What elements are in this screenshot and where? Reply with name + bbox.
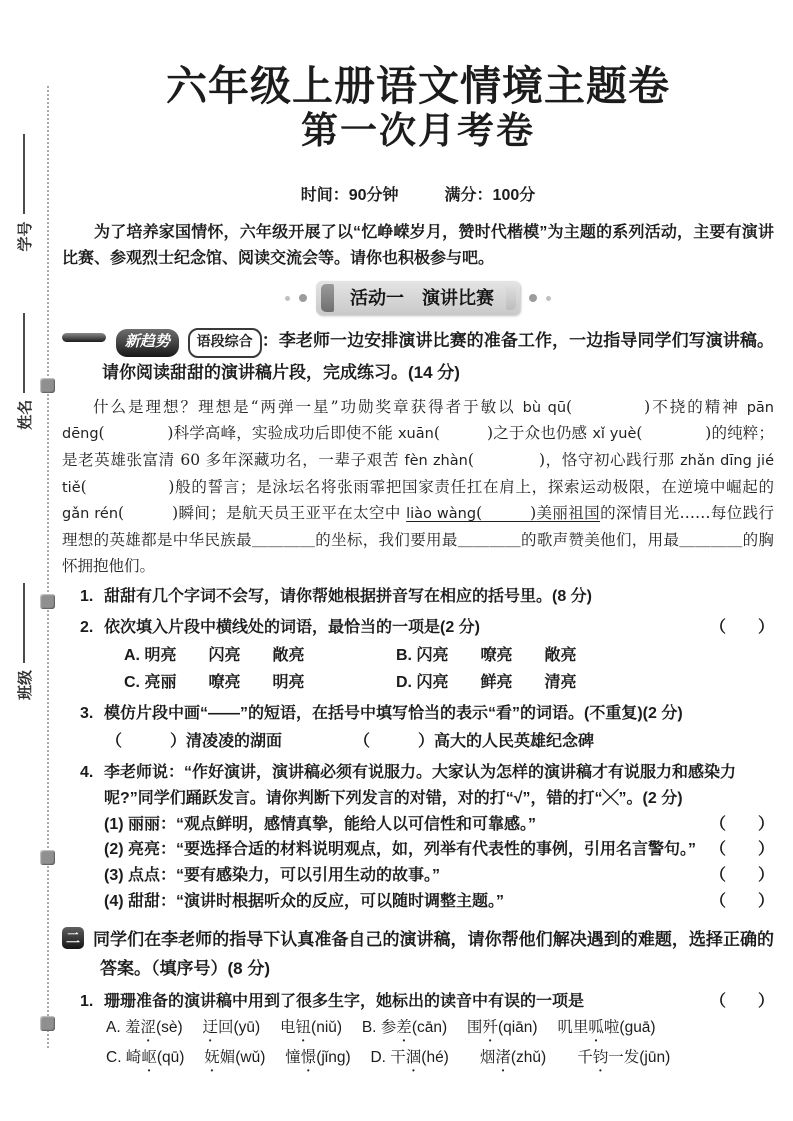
deco-dot-icon [529, 294, 537, 302]
question-number: 4. [80, 763, 94, 781]
question-number: 3. [80, 705, 94, 723]
name-field [14, 313, 35, 430]
item-text: 亮亮：“要选择合适的材料说明观点，如，列举有代表性的事例，引用名言警句。” [128, 841, 697, 859]
activity-banner-label: 活动一 演讲比赛 [350, 288, 494, 309]
item-text: 点点：“要有感染力，可以引用生动的故事。” [128, 866, 441, 884]
student-number-blank-line [23, 134, 25, 214]
answer-bracket: （ ） [709, 892, 774, 910]
question-4 [62, 760, 774, 914]
student-number-label: 学号 [16, 221, 34, 252]
question-3 [62, 701, 774, 755]
activity-banner-row [62, 281, 774, 315]
item-label: (4) [104, 892, 124, 910]
trend-badge: 新趋势 [116, 329, 179, 357]
question-2 [62, 615, 774, 696]
full-score: 满分：100分 [444, 187, 536, 205]
exam-meta [62, 182, 774, 205]
topic-badge: 语段综合 [188, 328, 262, 358]
s2-options-row-cd: C. 崎岖(qū) 妩媚(wǔ) 憧憬(jǐng) D. 干涸(hé) 烟渚(zhǔ) 千钧一发(jūn) [106, 1048, 671, 1066]
item-label: (3) [104, 866, 124, 884]
section-one-head [62, 326, 774, 387]
judge-item-2 [104, 837, 774, 863]
s2-options-row-ab: A. 羞涩(sè) 迂回(yū) 电钮(niǔ) B. 参差(cān) 围歼(qiān) 叽里呱啦(guā) [106, 1018, 656, 1036]
section-two-head [62, 926, 774, 984]
seal-stamp [40, 594, 55, 609]
class-label: 班级 [16, 669, 34, 700]
speech-passage: 什么是理想？理想是“两弹一星”功勋奖章获得者于敏以 bù qū( )不挠的精神 pān dēng( )科学高峰，实验成功后即使不能 xuān( )之于众也仍感 xǐ yuè( )的纯粹；是老英雄张富清 60 多年深藏功名，一辈子艰苦 fèn zhàn( )，恪守初心践行那 zhǎn dīng jié tiě( )般的誓言；是泳坛名将张雨霏把国家责任扛在肩上，探索运动极限，在逆境中崛起的 gǎn rén( )瞬间；是航天员王亚平在太空中 liào wàng( )美丽祖国的深情目光……每位践行理想的英雄都是中华民族最＿＿＿＿的坐标，我们要用最＿＿＿＿的歌声赞美他们，用最＿＿＿＿的胸怀拥抱他们。 [62, 397, 774, 576]
question-1-text: 甜甜有几个字词不会写，请你帮她根据拼音写在相应的括号里。(8 分) [104, 588, 593, 606]
option-b: B. 闪亮 嘹亮 敞亮 [396, 647, 577, 665]
answer-bracket: （ ） [709, 841, 774, 859]
question-number: 2. [80, 619, 94, 637]
question-3-blanks: （ ）清凌凌的湖面 （ ）高大的人民英雄纪念碑 [106, 733, 595, 750]
answer-bracket: （ ） [709, 815, 774, 833]
name-blank-line [23, 313, 25, 393]
seal-stamp [40, 378, 55, 393]
class-blank-line [23, 583, 25, 663]
seal-stamp [40, 850, 55, 865]
judge-item-4 [104, 889, 774, 915]
item-text: 丽丽：“观点鲜明，感情真挚，能给人以可信性和可靠感。” [128, 815, 537, 833]
question-number: 1. [80, 992, 94, 1010]
option-d: D. 闪亮 鲜亮 清亮 [396, 674, 577, 692]
question-number: 1. [80, 588, 94, 606]
page-subtitle: 第一次月考卷 [301, 109, 535, 151]
option-c: C. 亮丽 嘹亮 明亮 [124, 674, 305, 692]
seal-stamp [40, 1016, 55, 1031]
page-title: 六年级上册语文情境主题卷 [166, 63, 670, 109]
intro-paragraph: 为了培养家国情怀，六年级开展了以“忆峥嵘岁月，赞时代楷模”为主题的系列活动，主要有演讲比赛、参观烈士纪念馆、阅读交流会等。请你也积极参与吧。 [62, 224, 774, 268]
question-3-text: 模仿片段中画“——”的短语，在括号中填写恰当的表示“看”的词语。(不重复)(2 分) [104, 705, 683, 723]
section-two-lead: 同学们在李老师的指导下认真准备自己的演讲稿，请你帮他们解决遇到的难题，选择正确的答案。（填序号）(8 分) [93, 930, 774, 979]
question-4-text: 李老师说：“作好演讲，演讲稿必须有说服力。大家认为怎样的演讲稿才有说服力和感染力呢?”同学们踊跃发言。请你判断下列发言的对错，对的打“√”，错的打“╳”。(2 分) [104, 763, 737, 807]
question-2-options [104, 643, 774, 696]
exam-content [62, 54, 774, 1075]
answer-bracket: （ ） [709, 866, 774, 884]
banner-right-cap [506, 286, 516, 310]
section-one-number-bar [62, 333, 106, 342]
item-text: 甜甜：“演讲时根据听众的反应，可以随时调整主题。” [128, 892, 505, 910]
banner-left-cap [321, 284, 334, 312]
item-label: (1) [104, 815, 124, 833]
deco-dot-icon [299, 294, 307, 302]
time-limit: 时间：90分钟 [300, 187, 399, 205]
answer-bracket: （ ） [709, 619, 774, 637]
activity-banner [316, 281, 520, 315]
deco-dot-icon [546, 296, 551, 301]
judge-item-3 [104, 863, 774, 889]
class-field [14, 583, 35, 700]
judge-item-1 [104, 812, 774, 838]
s2-question-1-text: 珊珊准备的演讲稿中用到了很多生字，她标出的读音中有误的一项是 [104, 992, 585, 1010]
answer-bracket: （ ） [709, 992, 774, 1010]
student-info-margin [14, 0, 35, 1085]
item-label: (2) [104, 841, 124, 859]
section-two-question-1 [62, 989, 774, 1075]
section-one-lead: 李老师一边安排演讲比赛的准备工作，一边指导同学们写演讲稿。请你阅读甜甜的演讲稿片段，完成练习。(14 分) [102, 331, 775, 383]
question-2-text: 依次填入片段中横线处的词语，最恰当的一项是(2 分) [104, 619, 481, 637]
badge-colon: ： [261, 331, 279, 351]
name-label: 姓名 [16, 399, 34, 430]
question-1 [62, 584, 774, 610]
binding-dotted-line [47, 86, 49, 1048]
student-number-field [14, 134, 35, 251]
deco-dot-icon [285, 296, 290, 301]
option-a: A. 明亮 闪亮 敞亮 [124, 647, 305, 665]
section-two-number-box: 二 [62, 927, 84, 949]
